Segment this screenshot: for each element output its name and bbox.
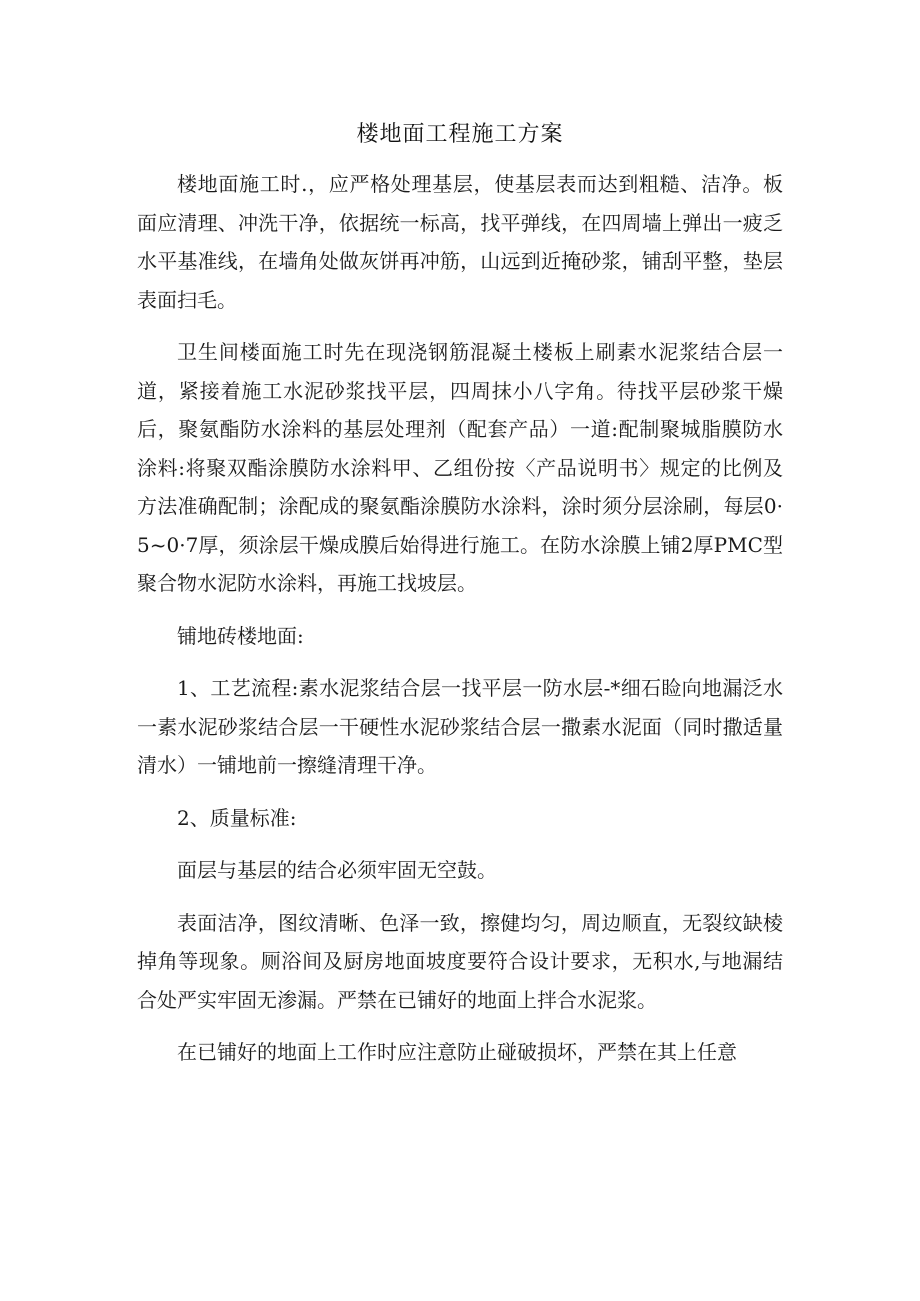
document-title: 楼地面工程施工方案 (356, 122, 564, 147)
paragraph-tile-floor-heading: 铺地砖楼地面: (177, 623, 304, 648)
paragraph-bonding-requirement: 面层与基层的结合必须牢固无空鼓。 (177, 858, 497, 882)
paragraph-protection-note: 在已铺好的地面上工作时应注意防止碰破损坏，严禁在其上任意 (177, 1040, 737, 1064)
paragraph-quality-heading: 2、质量标准: (177, 805, 297, 830)
paragraph-surface-requirement: 表面洁净，图纹清晰、色泽一致，擦健均匀，周边顺直，无裂纹缺棱掉角等现象。厕浴间及厨房地面坡度要符合设计要求，无积水,与地漏结合处严实牢固无渗漏。严禁在已铺好的地面上拌合水泥浆。 (137, 910, 783, 1012)
document-body (137, 165, 783, 1086)
paragraph-base-treatment: 楼地面施工时.，应严格处理基层，使基层表而达到粗糙、洁净。板面应清理、冲洗干净，依据统一标高，找平弹线，在四周墙上弹出一疲乏水平基准线，在墙角处做灰饼再冲筋，山远到近掩砂浆，铺刮平整，垫层表面扫毛。 (137, 172, 783, 312)
paragraph-process-flow: 1、工艺流程:素水泥浆结合层一找平层一防水层-*细石睑向地漏泛水一素水泥砂浆结合层一干硬性水泥砂浆结合层一撒素水泥面（同时撒适量清水）一铺地前一擦缝清理干净。 (137, 676, 783, 777)
paragraph-bathroom-waterproofing: 卫生间楼面施工时先在现浇钢筋混凝土楼板上刷素水泥浆结合层一道，紧接着施工水泥砂浆找平层，四周抹小八字角。待找平层砂浆干燥后，聚氨酯防水涂料的基层处理剂（配套产品）一道:配制聚城脂膜防水涂料:将聚双酯涂膜防水涂料甲、乙组份按〈产品说明书〉规定的比例及方法准确配制；涂配成的聚氨酯涂膜防水涂料，涂时须分层涂刷，每层0·5~0·7厚，须涂层干燥成膜后始得进行施工。在防水涂膜上铺2厚PMC型聚合物水泥防水涂料，再施工找坡层。 (137, 340, 783, 595)
